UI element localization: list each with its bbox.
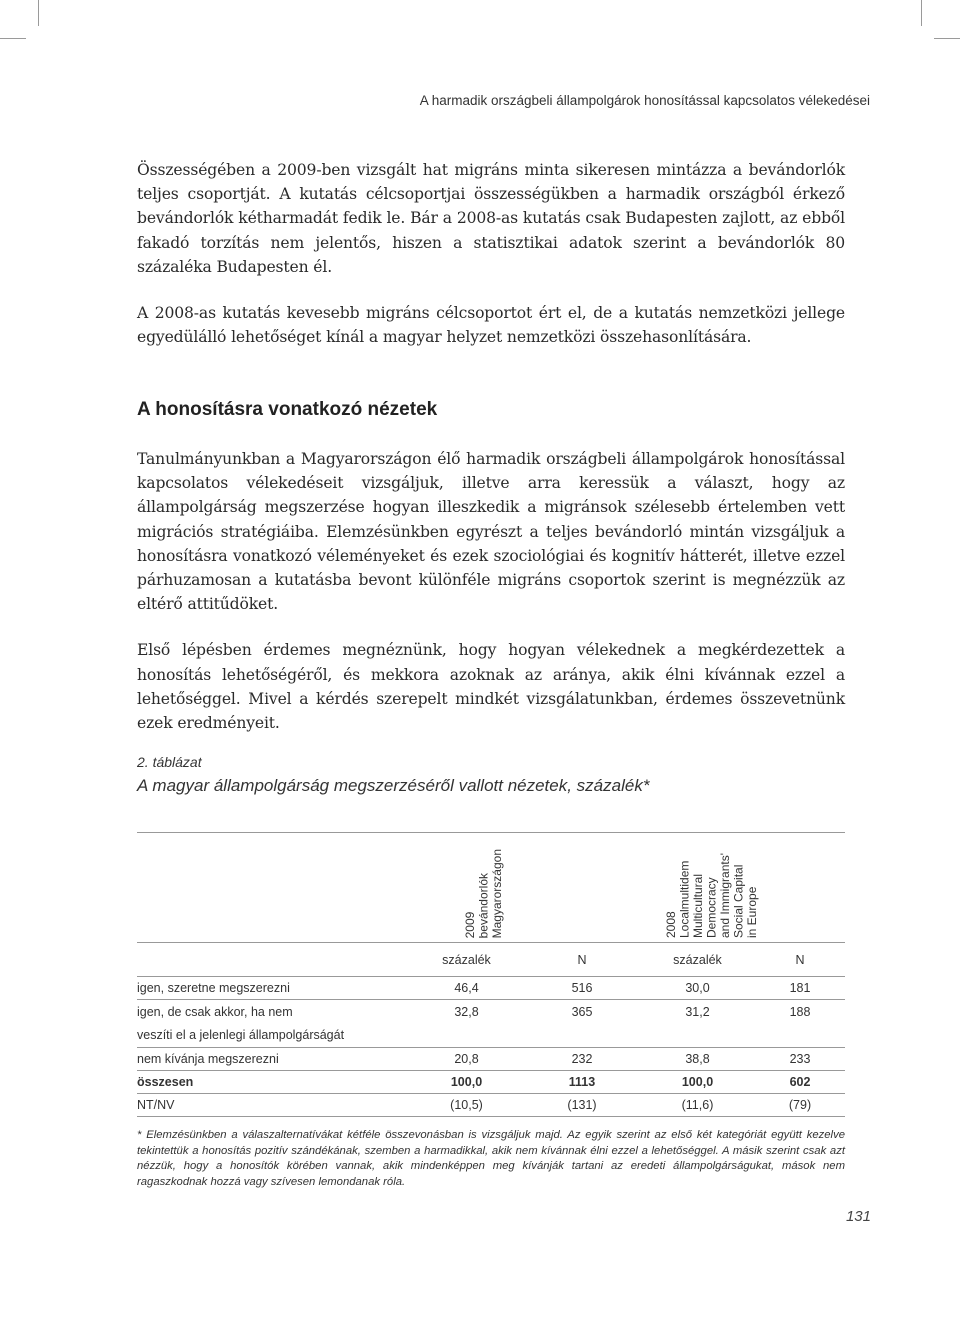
section-paragraph-1: Tanulmányunkban a Magyarországon élő harmadik országbeli állampolgárok honosítással kapcsolatos vélekedéseit vizsgáljuk, illetve arra keressük a választ, hogy az állampolgárság megszerzése hogyan illeszkedik a migránsok szélesebb értelemben vett migrációs stratégiáiba. Elemzésünkben egyrészt a teljes bevándorló mintán vizsgáljuk a honosításra vonatkozó véleményeket és ezek szociológiai és kognitív hátterét, illetve ezzel párhuzamosan a kutatásba bevont különféle migráns csoportok szerint is megnézzük az eltérő attitűdöket. <box>137 450 845 614</box>
table-row <box>137 1000 845 1024</box>
table-cell: 100,0 <box>681 1075 714 1089</box>
row-label: összesen <box>137 1075 194 1089</box>
col-group-2008-line: 2008 <box>664 911 678 938</box>
table-footnote: * Elemzésünkben a válaszalternatívákat kétféle összevonásban is vizsgáljuk majd. Az egyik szerint az első két kategóriát együtt kezelve tekintettük a honosítás pozitív szándékának, szemben a harmadikkal, akik nem kívánnak élni ezzel a lehetőséggel. A másik szerint csak azt nézzük, hogy a honosítók körében vannak, akik mindenképpen meg kívánják tartani az eredeti állampolgárságukat, mások nem ragaszkodnak hozzá vagy szívesen lemondanak róla. <box>137 1129 845 1188</box>
table-cell: 38,8 <box>685 1052 710 1066</box>
table-number: 2. táblázat <box>137 754 202 770</box>
row-label: igen, szeretne megszerezni <box>137 981 290 995</box>
table-cell: (10,5) <box>450 1098 483 1112</box>
col-group-2009-line: Magyarországon <box>490 848 504 938</box>
col-group-2009-line: 2009 <box>463 911 477 938</box>
subheader-cell: százalék <box>442 952 491 967</box>
table-cell: 46,4 <box>454 981 479 995</box>
col-group-2009 <box>409 833 640 943</box>
table-cell: 516 <box>571 981 593 995</box>
crop-mark-right <box>934 38 960 39</box>
table-cell: 233 <box>789 1052 811 1066</box>
table-caption: A magyar állampolgárság megszerzéséről vallott nézetek, százalék* <box>137 776 650 795</box>
col-group-2008-line: Multicultural <box>691 873 705 938</box>
col-group-2008-line: and Immigrants' <box>718 853 732 938</box>
subheader-row <box>137 943 845 977</box>
table-cell: 1113 <box>568 1075 596 1089</box>
table-cell: 232 <box>571 1052 593 1066</box>
table-cell: 31,2 <box>685 1004 710 1019</box>
table-cell: 30,0 <box>685 981 710 995</box>
table-cell: 602 <box>789 1075 811 1089</box>
intro-text <box>137 158 845 349</box>
col-group-2008 <box>640 833 845 943</box>
col-group-2008-line: Localmultidem <box>677 860 692 938</box>
col-group-2008-line: in Europe <box>745 886 759 938</box>
section <box>137 399 845 735</box>
table-cell: 20,8 <box>454 1052 479 1066</box>
table-row-total <box>137 1071 845 1094</box>
crop-mark-left <box>0 38 26 39</box>
paragraph-2: A 2008-as kutatás kevesebb migráns célcsoportot ért el, de a kutatás nemzetközi jellege egyedülálló lehetőséget kínál a magyar helyzet nemzetközi összehasonlítására. <box>137 304 845 347</box>
table-cell: 100,0 <box>450 1075 483 1089</box>
row-label: igen, de csak akkor, ha nem <box>137 1004 293 1019</box>
table-cell: 365 <box>571 1004 593 1019</box>
col-group-2008-line: Social Capital <box>731 864 746 938</box>
col-group-2008-line: Democracy <box>704 877 719 938</box>
table-cell: 32,8 <box>454 1004 479 1019</box>
row-label: NT/NV <box>137 1098 175 1112</box>
subheader-cell: százalék <box>673 952 722 967</box>
table-cell: 181 <box>789 981 811 995</box>
table-row <box>137 1048 845 1071</box>
subheader-cell: N <box>795 952 805 967</box>
row-label: nem kívánja megszerezni <box>137 1052 279 1066</box>
table-cell: (11,6) <box>681 1098 714 1112</box>
paragraph-1: Összességében a 2009-ben vizsgált hat migráns minta sikeresen mintázza a bevándorlók teljes csoportját. A kutatás célcsoportjai összességükben a harmadik országból érkező bevándorlók kétharmadát fedik le. Bár a 2008-as kutatás csak Budapesten zajlott, az ebből fakadó torzítás nem jelentős, hiszen a statisztikai adatok szerint a bevándorlók 80 százaléka Budapesten él. <box>137 161 845 276</box>
table-corner <box>137 833 409 943</box>
table-row-continuation <box>137 1024 845 1048</box>
crop-mark-right-vertical <box>921 0 922 26</box>
section-paragraph-2: Első lépésben érdemes megnéznünk, hogy hogyan vélekednek a megkérdezettek a honosítás lehetőségéről, és mekkora azoknak az aránya, akik élni kívánnak ezzel a lehetőséggel. Mivel a kérdés szerepelt mindkét vizsgálatunkban, érdemes összevetnünk ezek eredményeit. <box>137 641 845 733</box>
row-label-continuation: veszíti el a jelenlegi állampolgárságát <box>137 1028 345 1043</box>
table-cell: (131) <box>567 1098 597 1112</box>
subheader-cell: N <box>577 952 587 967</box>
running-header: A harmadik országbeli állampolgárok honosítással kapcsolatos vélekedései <box>419 93 870 108</box>
col-group-2009-line: bevándorlók <box>476 872 491 938</box>
section-title: A honosításra vonatkozó nézetek <box>137 399 438 420</box>
table-row <box>137 1094 845 1117</box>
table-cell: (79) <box>788 1098 812 1112</box>
crop-mark-left-vertical <box>38 0 39 26</box>
page-number: 131 <box>845 1208 871 1225</box>
data-table <box>137 832 845 1117</box>
table-cell: 188 <box>789 1004 811 1019</box>
table-row <box>137 977 845 1000</box>
